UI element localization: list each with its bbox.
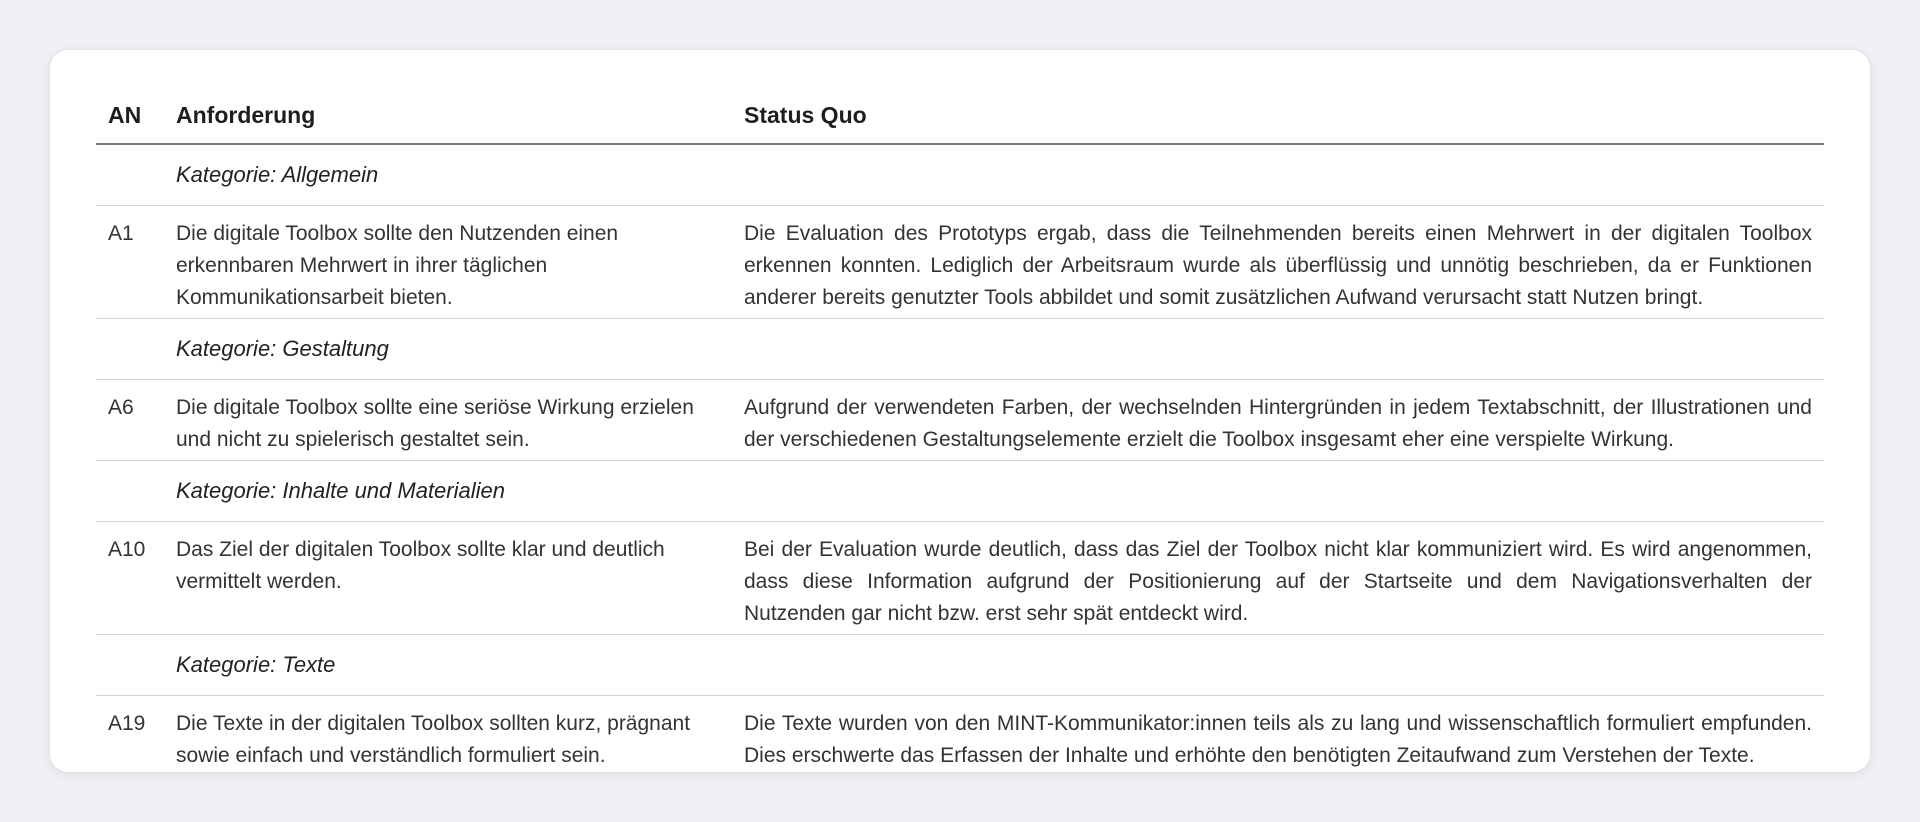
row-an: A6 <box>96 380 164 461</box>
row-an: A19 <box>108 712 146 735</box>
row-status-quo: Die Evaluation des Prototyps ergab, dass die Teilnehmenden bereits einen Mehrwert in der digitalen Toolbox erkennen konnten. Lediglich der Arbeitsraum wurde als überflüssig und unnötig beschrieben, da er Funktionen anderer bereits genutzter Tools abbildet und somit zusätzlichen Aufwand verursacht statt Nutzen bringt. <box>732 206 1824 319</box>
row-requirement: Die digitale Toolbox sollte eine seriöse Wirkung erzielen und nicht zu spielerisch gestaltet sein. <box>164 380 732 461</box>
row-requirement: Das Ziel der digitalen Toolbox sollte klar und deutlich vermittelt werden. <box>164 522 732 635</box>
requirements-table <box>96 82 1824 776</box>
table-row <box>96 522 1824 635</box>
row-status-quo: Die Texte wurden von den MINT-Kommunikator:innen teils als zu lang und wissenschaftlich formuliert empfunden. Dies erschwerte das Erfassen der Inhalte und erhöhte den benötigten Zeitaufwand zum Verstehen der Texte. <box>744 712 1812 767</box>
requirements-table-card <box>50 50 1870 772</box>
category-label: Kategorie: Gestaltung <box>164 319 1824 380</box>
row-requirement: Die digitale Toolbox sollte den Nutzenden einen erkennbaren Mehrwert in ihrer täglichen Kommunikationsarbeit bieten. <box>164 206 732 319</box>
row-an: A10 <box>96 522 164 635</box>
category-label: Kategorie: Allgemein <box>164 144 1824 206</box>
row-an: A1 <box>96 206 164 319</box>
category-label: Kategorie: Texte <box>164 635 1824 696</box>
header-status-quo: Status Quo <box>732 82 1824 144</box>
category-row <box>96 319 1824 380</box>
row-requirement: Die Texte in der digitalen Toolbox sollten kurz, prägnant sowie einfach und verständlich formuliert sein. <box>176 712 691 767</box>
table-header-row <box>96 82 1824 144</box>
category-row <box>96 635 1824 696</box>
category-label: Kategorie: Inhalte und Materialien <box>164 461 1824 522</box>
row-status-quo: Bei der Evaluation wurde deutlich, dass das Ziel der Toolbox nicht klar kommuniziert wird. Es wird angenommen, dass diese Information aufgrund der Positionierung auf der Startseite und dem Navigationsverhalten der Nutzenden gar nicht bzw. erst sehr spät entdeckt wird. <box>732 522 1824 635</box>
table-row <box>96 380 1824 461</box>
table-row <box>96 206 1824 319</box>
header-an: AN <box>96 82 164 144</box>
header-requirement: Anforderung <box>164 82 732 144</box>
category-row <box>96 144 1824 206</box>
row-status-quo: Aufgrund der verwendeten Farben, der wechselnden Hintergründen in jedem Textabschnitt, der Illustrationen und der verschiedenen Gestaltungselemente erzielt die Toolbox insgesamt eher eine verspielte Wirkung. <box>732 380 1824 461</box>
category-row <box>96 461 1824 522</box>
table-row <box>96 696 1824 777</box>
